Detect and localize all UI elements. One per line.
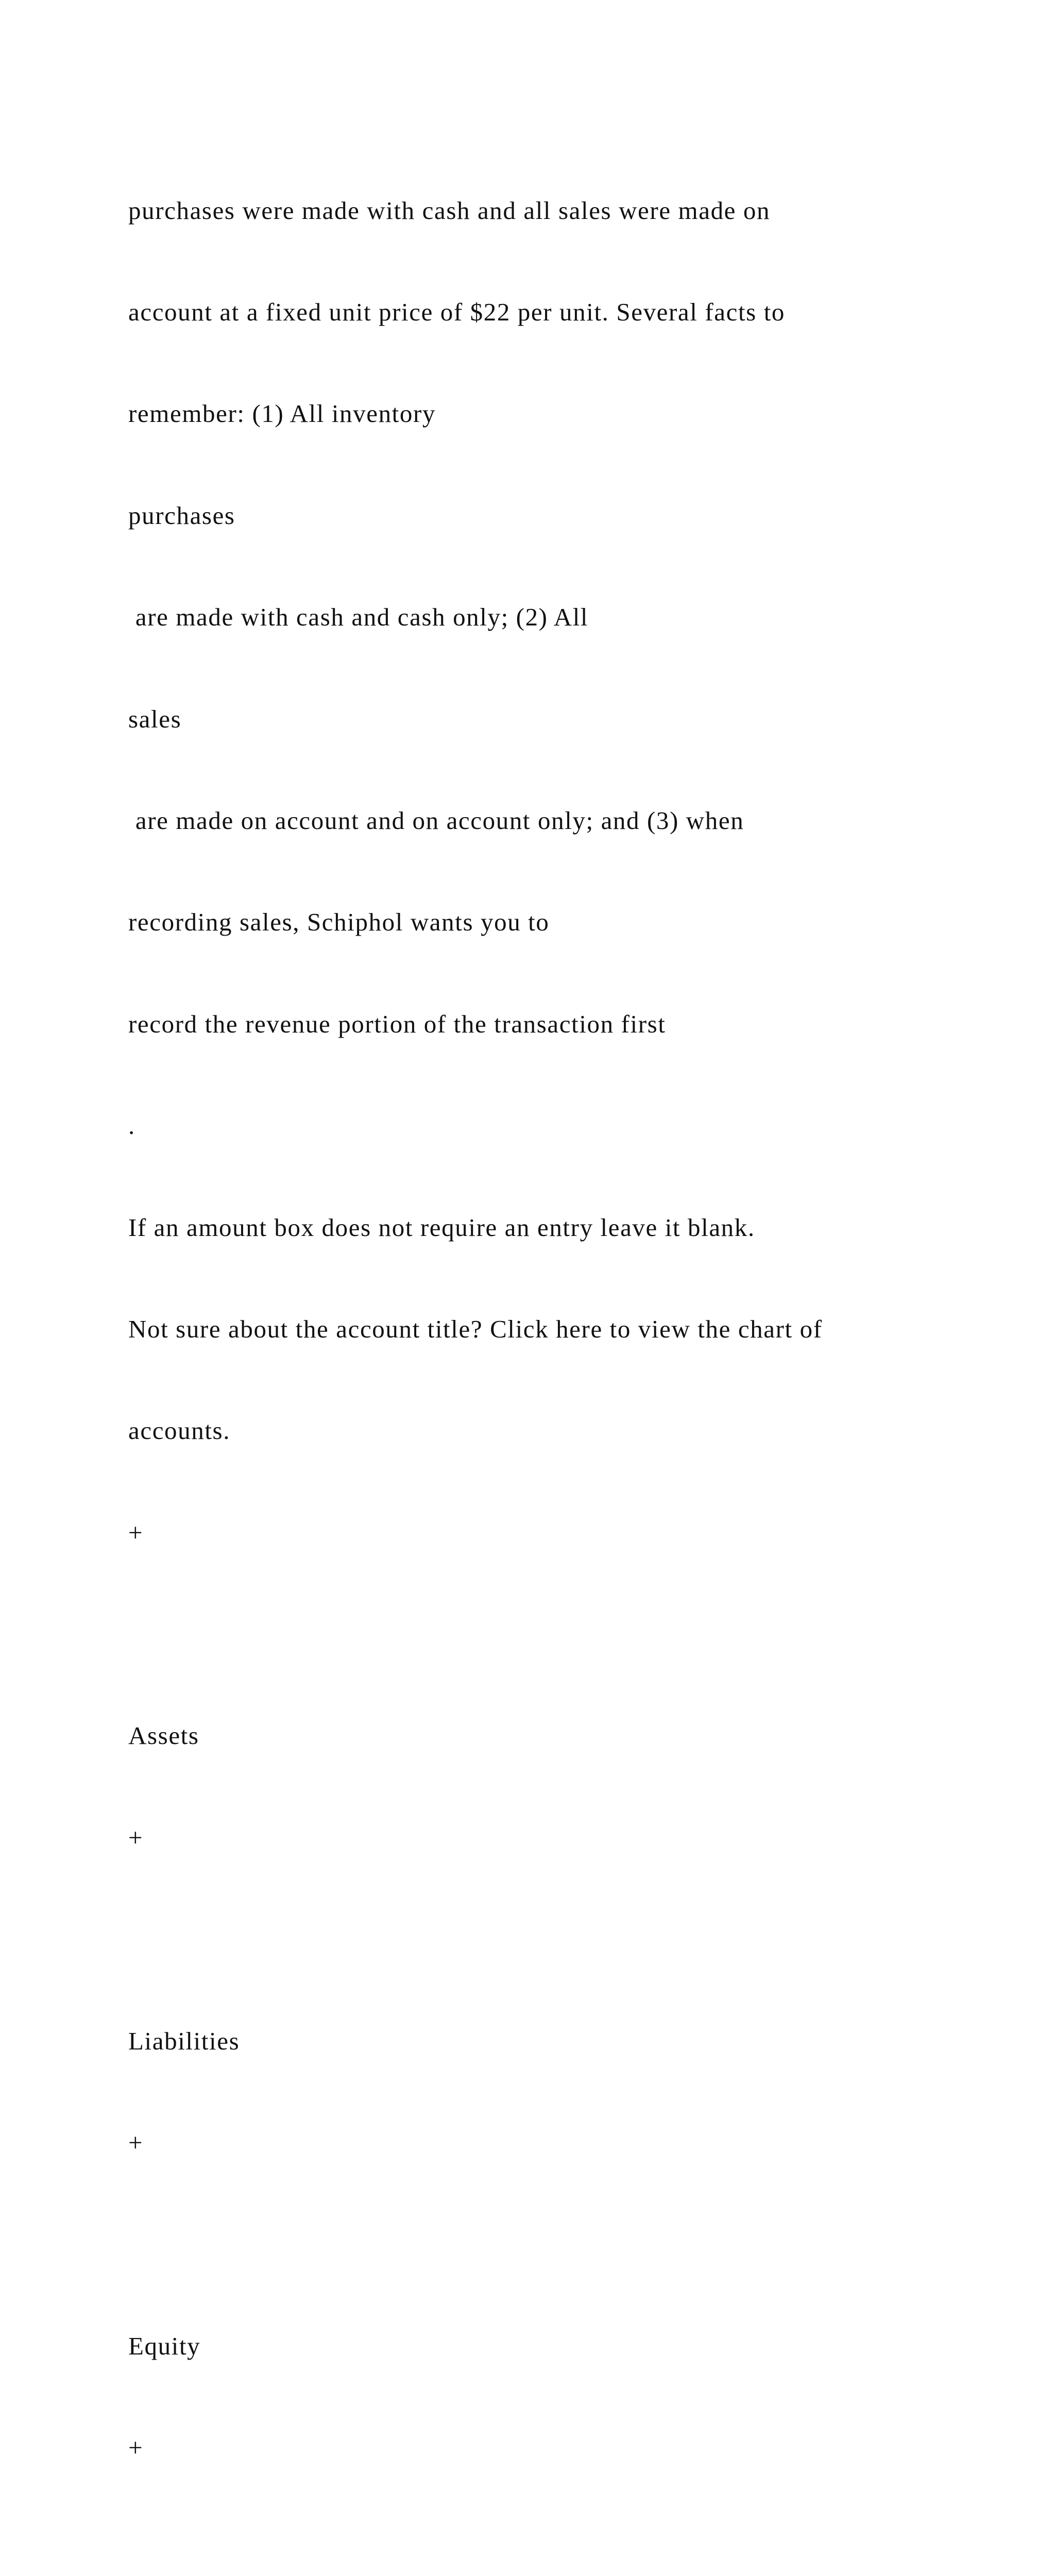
expand-toggle[interactable]: +: [128, 2128, 144, 2157]
expand-toggle[interactable]: +: [128, 1823, 144, 1852]
text-line: account at a fixed unit price of $22 per unit. Several facts to: [128, 297, 786, 326]
text-line: remember: (1) All inventory: [128, 399, 436, 428]
text-line: are made on account and on account only; and (3) when: [128, 806, 744, 835]
expand-toggle[interactable]: +: [128, 1518, 144, 1547]
text-line: sales: [128, 704, 182, 733]
chart-of-accounts-link-line[interactable]: Not sure about the account title? Click here to view the chart of: [128, 1314, 823, 1343]
blank-line: [128, 2227, 1004, 2261]
text-line: record the revenue portion of the transaction first: [128, 1009, 666, 1038]
document-body: [128, 126, 1004, 2576]
instruction-line: If an amount box does not require an entry leave it blank.: [128, 1213, 755, 1242]
blank-line: [128, 1617, 1004, 1651]
category-assets: Assets: [128, 1721, 199, 1750]
text-line: recording sales, Schiphol wants you to: [128, 908, 550, 937]
expand-toggle[interactable]: +: [128, 2433, 144, 2462]
text-line: purchases: [128, 501, 235, 530]
category-equity: Equity: [128, 2331, 201, 2360]
text-line: .: [128, 1111, 135, 1140]
category-liabilities: Liabilities: [128, 2026, 240, 2055]
blank-line: [128, 2533, 1004, 2567]
text-line: purchases were made with cash and all sales were made on: [128, 196, 771, 225]
blank-line: [128, 1922, 1004, 1956]
chart-of-accounts-link-line[interactable]: accounts.: [128, 1416, 231, 1445]
text-line: are made with cash and cash only; (2) All: [128, 603, 589, 632]
